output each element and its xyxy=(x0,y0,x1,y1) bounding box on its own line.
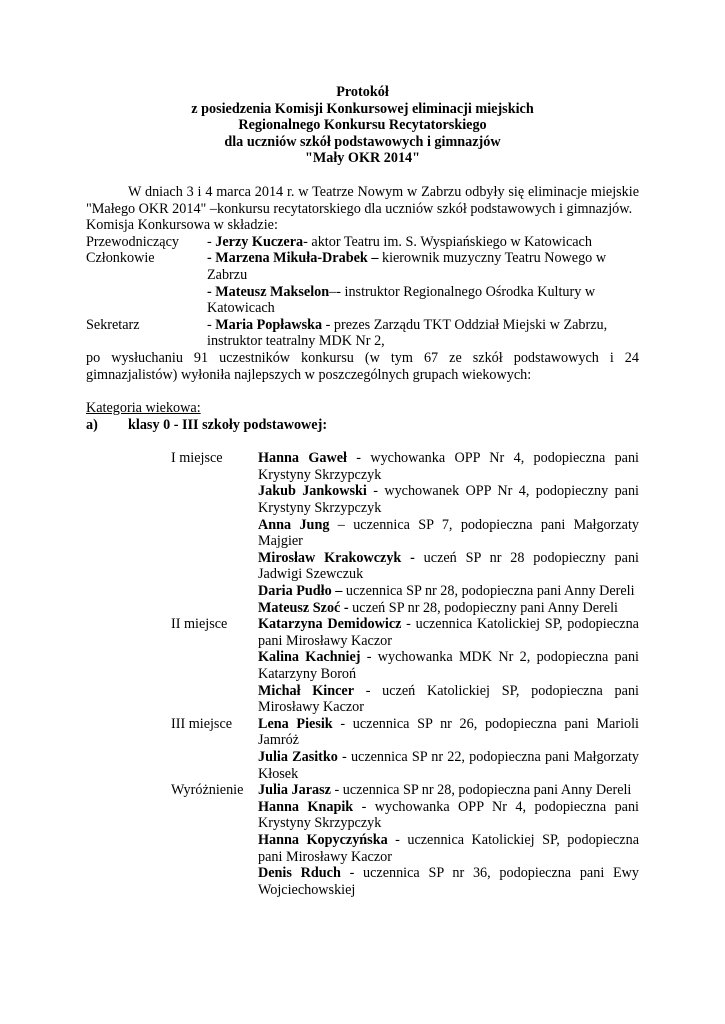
secretary-label: Sekretarz xyxy=(86,316,140,333)
member-1-description: kierownik muzyczny Teatru Nowego w Zabrzu xyxy=(207,250,607,283)
place-group xyxy=(171,782,639,898)
place-group xyxy=(171,450,639,616)
chair-description: - aktor Teatru im. S. Wyspiańskiego w Katowicach xyxy=(303,233,592,250)
winner-entry xyxy=(258,782,639,799)
winner-entry xyxy=(258,716,639,749)
winner-entry xyxy=(258,483,639,516)
chair-label: Przewodniczący xyxy=(86,233,179,250)
place-label: III miejsce xyxy=(171,715,233,732)
winner-entry xyxy=(258,799,639,832)
category-heading: Kategoria wiekowa: xyxy=(86,400,201,417)
place-entries xyxy=(258,716,639,782)
chair-name: Jerzy Kuczera xyxy=(215,233,304,250)
title-line-4: dla uczniów szkół podstawowych i gimnazjów xyxy=(224,133,501,150)
winner-entry xyxy=(258,517,639,550)
winner-name: Hanna Gaweł xyxy=(258,450,347,467)
place-entries xyxy=(258,782,639,898)
winner-description: - uczennica SP nr 26, podopieczna pani Marioli Jamróż xyxy=(258,715,639,749)
winner-name: Katarzyna Demidowicz xyxy=(258,616,402,633)
winner-description: - uczennica Katolickiej SP, podopieczna pani Mirosławy Kaczor xyxy=(258,831,639,865)
title-line-2: z posiedzenia Komisji Konkursowej eliminacji miejskich xyxy=(191,100,534,117)
intro-paragraph: W dniach 3 i 4 marca 2014 r. w Teatrze Nowym w Zabrzu odbyły się eliminacje miejskie "Małego OKR 2014" –konkursu recytatorskiego dla uczniów szkół podstawowych i gimnazjów. xyxy=(86,183,639,217)
winner-entry xyxy=(258,583,639,600)
winner-description: uczeń SP nr 28 podopieczny pani Jadwigi Szewczuk xyxy=(258,549,639,583)
place-group xyxy=(171,616,639,716)
winner-description: - uczennica SP nr 22, podopieczna pani Małgorzaty Kłosek xyxy=(258,748,639,782)
category-a-letter: a) xyxy=(86,416,98,433)
member-2 xyxy=(207,284,639,317)
place-label: II miejsce xyxy=(171,616,228,633)
secretary-description: - prezes Zarządu TKT Oddział Miejski w Zabrzu, instruktor teatralny MDK Nr 2, xyxy=(207,316,608,350)
winner-entry xyxy=(258,550,639,583)
member-2-name: - Mateusz Makselon xyxy=(207,283,330,300)
place-label: Wyróżnienie xyxy=(171,782,244,799)
committee-members-row xyxy=(86,250,639,316)
title-line-3: Regionalnego Konkursu Recytatorskiego xyxy=(238,117,487,134)
secretary-dash: - xyxy=(207,316,216,333)
chair-dash: - xyxy=(207,233,216,250)
winner-name: Anna Jung xyxy=(258,516,330,533)
member-1-name: - Marzena Mikuła-Drabek – xyxy=(207,250,379,267)
winner-entry xyxy=(258,616,639,649)
committee-chair-row xyxy=(86,234,639,251)
title-line-1: Protokół xyxy=(336,84,389,100)
winner-entry xyxy=(258,450,639,483)
winner-description: – uczennica SP 7, podopieczna pani Małgorzaty Majgier xyxy=(258,516,640,550)
winner-name: Julia Zasitko xyxy=(258,748,338,765)
winner-description: - wychowanek OPP Nr 4, podopieczny pani Krystyny Skrzypczyk xyxy=(258,483,639,517)
category-a xyxy=(86,417,639,434)
winner-name: Hanna Kopyczyńska xyxy=(258,831,388,848)
document-page xyxy=(86,84,639,898)
summary-paragraph: po wysłuchaniu 91 uczestników konkursu (w tym 67 ze szkół podstawowych i 24 gimnazjalistów) wyłoniła najlepszych w poszczególnych grupach wiekowych: xyxy=(86,349,639,383)
secretary-name: Maria Popławska xyxy=(215,316,323,333)
winner-description: - uczennica SP nr 28, podopieczna pani Anny Dereli xyxy=(330,782,632,799)
winner-entry xyxy=(258,649,639,682)
winner-entry xyxy=(258,600,639,617)
winner-description: - uczennica SP nr 36, podopieczna pani Ewy Wojciechowskiej xyxy=(258,865,639,898)
winner-name: Hanna Knapik xyxy=(258,798,354,815)
place-entries xyxy=(258,450,639,616)
winner-description: - wychowanka MDK Nr 2, podopieczna pani Katarzyny Boroń xyxy=(258,649,639,682)
committee-heading: Komisja Konkursowa w składzie: xyxy=(86,217,278,234)
place-entries xyxy=(258,616,639,716)
winner-description: - wychowanka OPP Nr 4, podopieczna pani Krystyny Skrzypczyk xyxy=(258,450,640,483)
committee-secretary-row xyxy=(86,317,639,350)
document-title xyxy=(86,84,639,167)
winner-entry xyxy=(258,865,639,898)
winner-description: - uczennica Katolickiej SP, podopieczna pani Mirosławy Kaczor xyxy=(258,616,639,649)
title-line-5: "Mały OKR 2014" xyxy=(304,150,421,167)
winner-name: Kalina Kachniej xyxy=(258,649,361,666)
place-label: I miejsce xyxy=(171,450,223,467)
winner-entry xyxy=(258,832,639,865)
winner-name: Mateusz Szoć - xyxy=(258,599,349,616)
member-1 xyxy=(207,250,639,283)
place-group xyxy=(171,716,639,782)
member-2-description: –- instruktor Regionalnego Ośrodka Kultury w Katowicach xyxy=(207,283,596,317)
winner-entry xyxy=(258,683,639,716)
winners-list xyxy=(171,450,639,898)
winner-name: Lena Piesik xyxy=(258,715,333,732)
category-a-label: klasy 0 - III szkoły podstawowej: xyxy=(128,416,328,433)
winner-name: Michał Kincer xyxy=(258,682,355,699)
winner-name: Jakub Jankowski xyxy=(258,483,367,500)
winner-description: uczeń SP nr 28, podopieczny pani Anny Dereli xyxy=(348,599,618,616)
winner-name: Daria Pudło – xyxy=(258,583,343,600)
winner-name: Denis Rduch xyxy=(258,865,341,882)
members-label: Członkowie xyxy=(86,250,155,267)
winner-description: uczennica SP nr 28, podopieczna pani Anny Dereli xyxy=(342,583,635,600)
winner-entry xyxy=(258,749,639,782)
winner-description: - uczeń Katolickiej SP, podopieczna pani Mirosławy Kaczor xyxy=(258,682,639,716)
winner-description: - wychowanka OPP Nr 4, podopieczna pani Krystyny Skrzypczyk xyxy=(258,798,640,832)
winner-name: Mirosław Krakowczyk - xyxy=(258,549,415,566)
winner-name: Julia Jarasz xyxy=(258,782,331,799)
